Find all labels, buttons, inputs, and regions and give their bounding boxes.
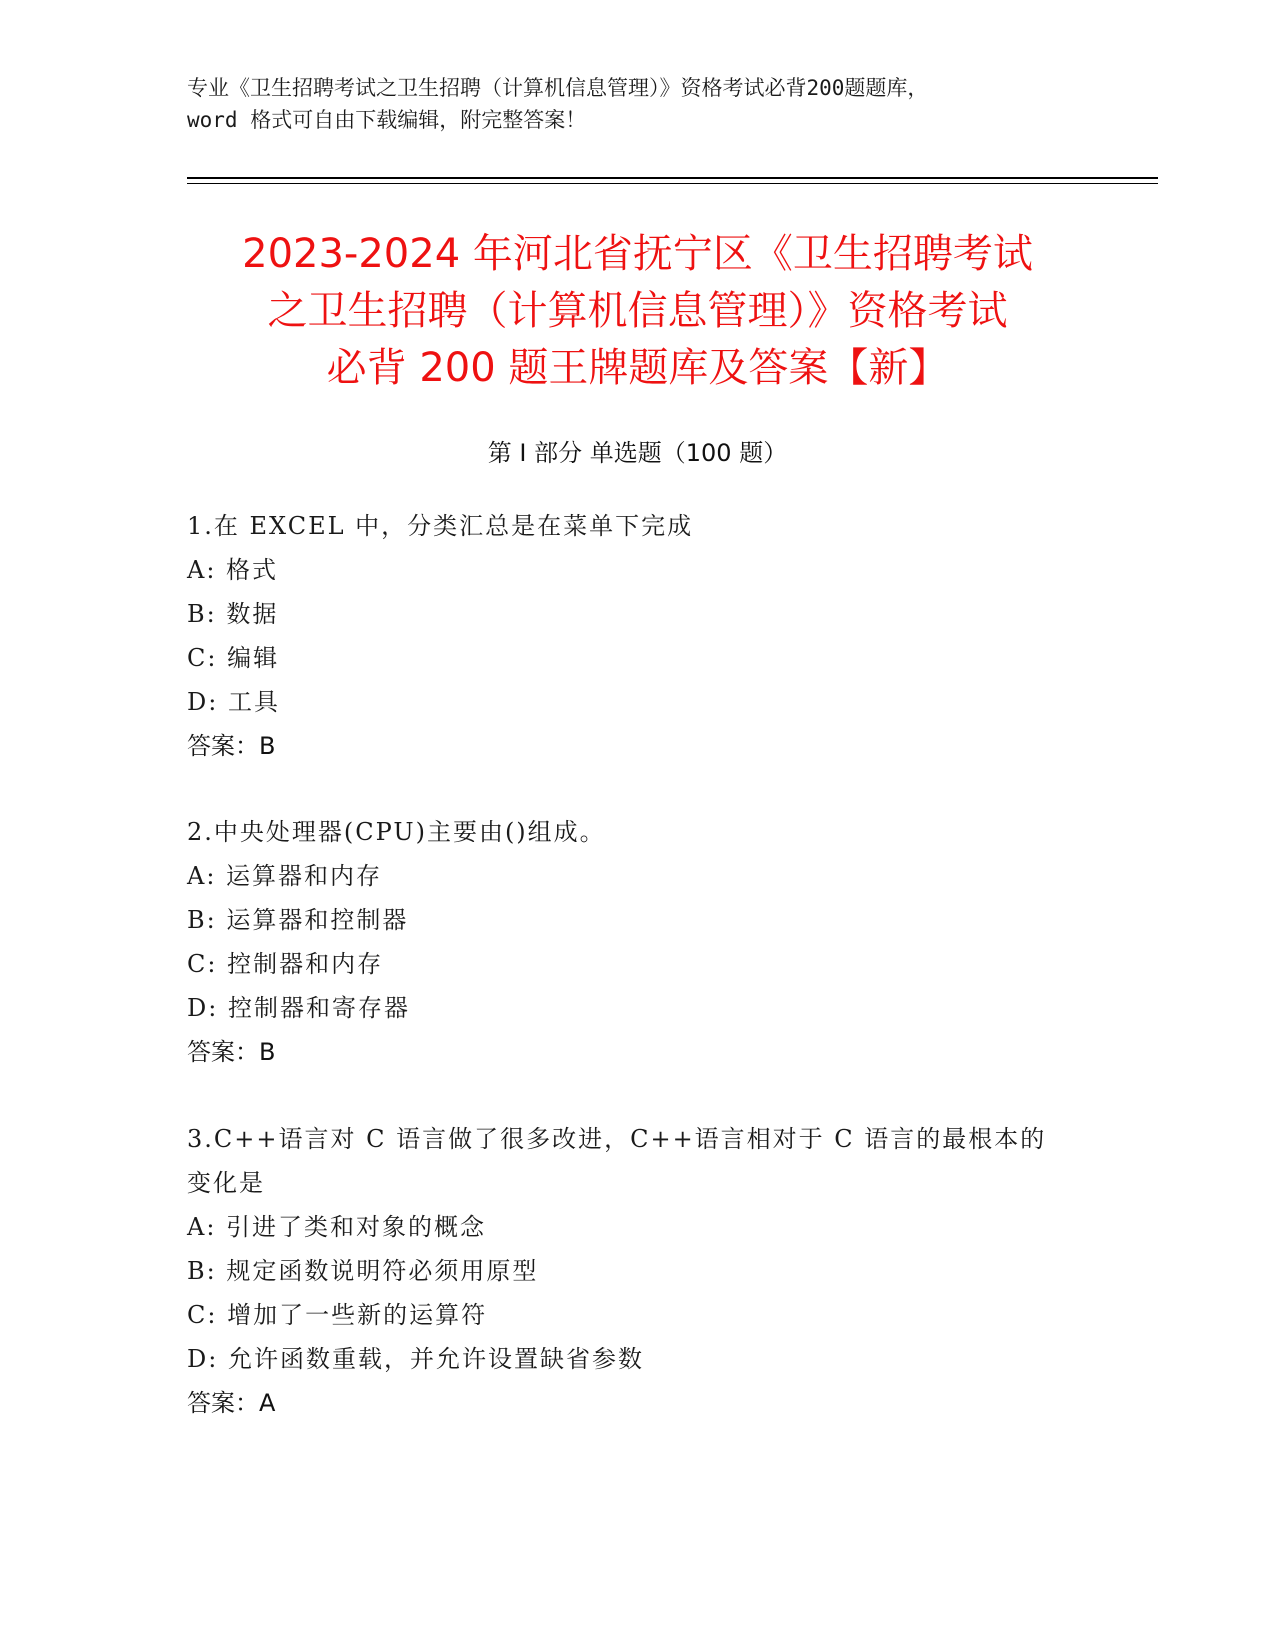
header-note-line-2: word 格式可自由下载编辑，附完整答案！ [187, 108, 587, 132]
question-stem-line-1: 3.C++语言对 C 语言做了很多改进，C++语言相对于 C 语言的最根本的 [187, 1125, 1047, 1153]
question-3 [187, 1117, 1087, 1425]
option-d: D: 控制器和寄存器 [187, 994, 410, 1022]
header-divider-thick [187, 177, 1158, 179]
option-c: C: 控制器和内存 [187, 950, 384, 978]
option-b: B: 运算器和控制器 [187, 906, 409, 934]
question-stem: 2.中央处理器(CPU)主要由()组成。 [187, 818, 606, 846]
header-note-line-1: 专业《卫生招聘考试之卫生招聘（计算机信息管理）》资格考试必背200题题库， [187, 76, 929, 100]
answer: 答案：B [187, 1038, 276, 1066]
question-1 [187, 504, 1087, 768]
question-stem-line-2: 变化是 [187, 1169, 265, 1197]
header-divider-thin [187, 183, 1158, 184]
document-title [130, 226, 1145, 397]
question-stem: 1.在 EXCEL 中，分类汇总是在菜单下完成 [187, 512, 694, 540]
option-c: C: 编辑 [187, 644, 280, 672]
answer: 答案：B [187, 732, 276, 760]
option-b: B: 数据 [187, 600, 279, 628]
option-c: C: 增加了一些新的运算符 [187, 1301, 488, 1329]
document-title-line-1: 2023-2024 年河北省抚宁区《卫生招聘考试 [242, 231, 1033, 277]
option-d: D: 工具 [187, 688, 280, 716]
option-a: A: 运算器和内存 [187, 862, 383, 890]
option-a: A: 引进了类和对象的概念 [187, 1213, 487, 1241]
section-title: 第 I 部分 单选题（100 题） [487, 439, 788, 467]
option-a: A: 格式 [187, 556, 279, 584]
option-b: B: 规定函数说明符必须用原型 [187, 1257, 539, 1285]
document-title-line-3: 必背 200 题王牌题库及答案【新】 [326, 345, 949, 391]
header-note [187, 72, 1087, 136]
document-title-line-2: 之卫生招聘（计算机信息管理）》资格考试 [267, 288, 1008, 334]
answer: 答案：A [187, 1389, 276, 1417]
option-d: D: 允许函数重载，并允许设置缺省参数 [187, 1345, 644, 1373]
question-2 [187, 810, 1087, 1074]
